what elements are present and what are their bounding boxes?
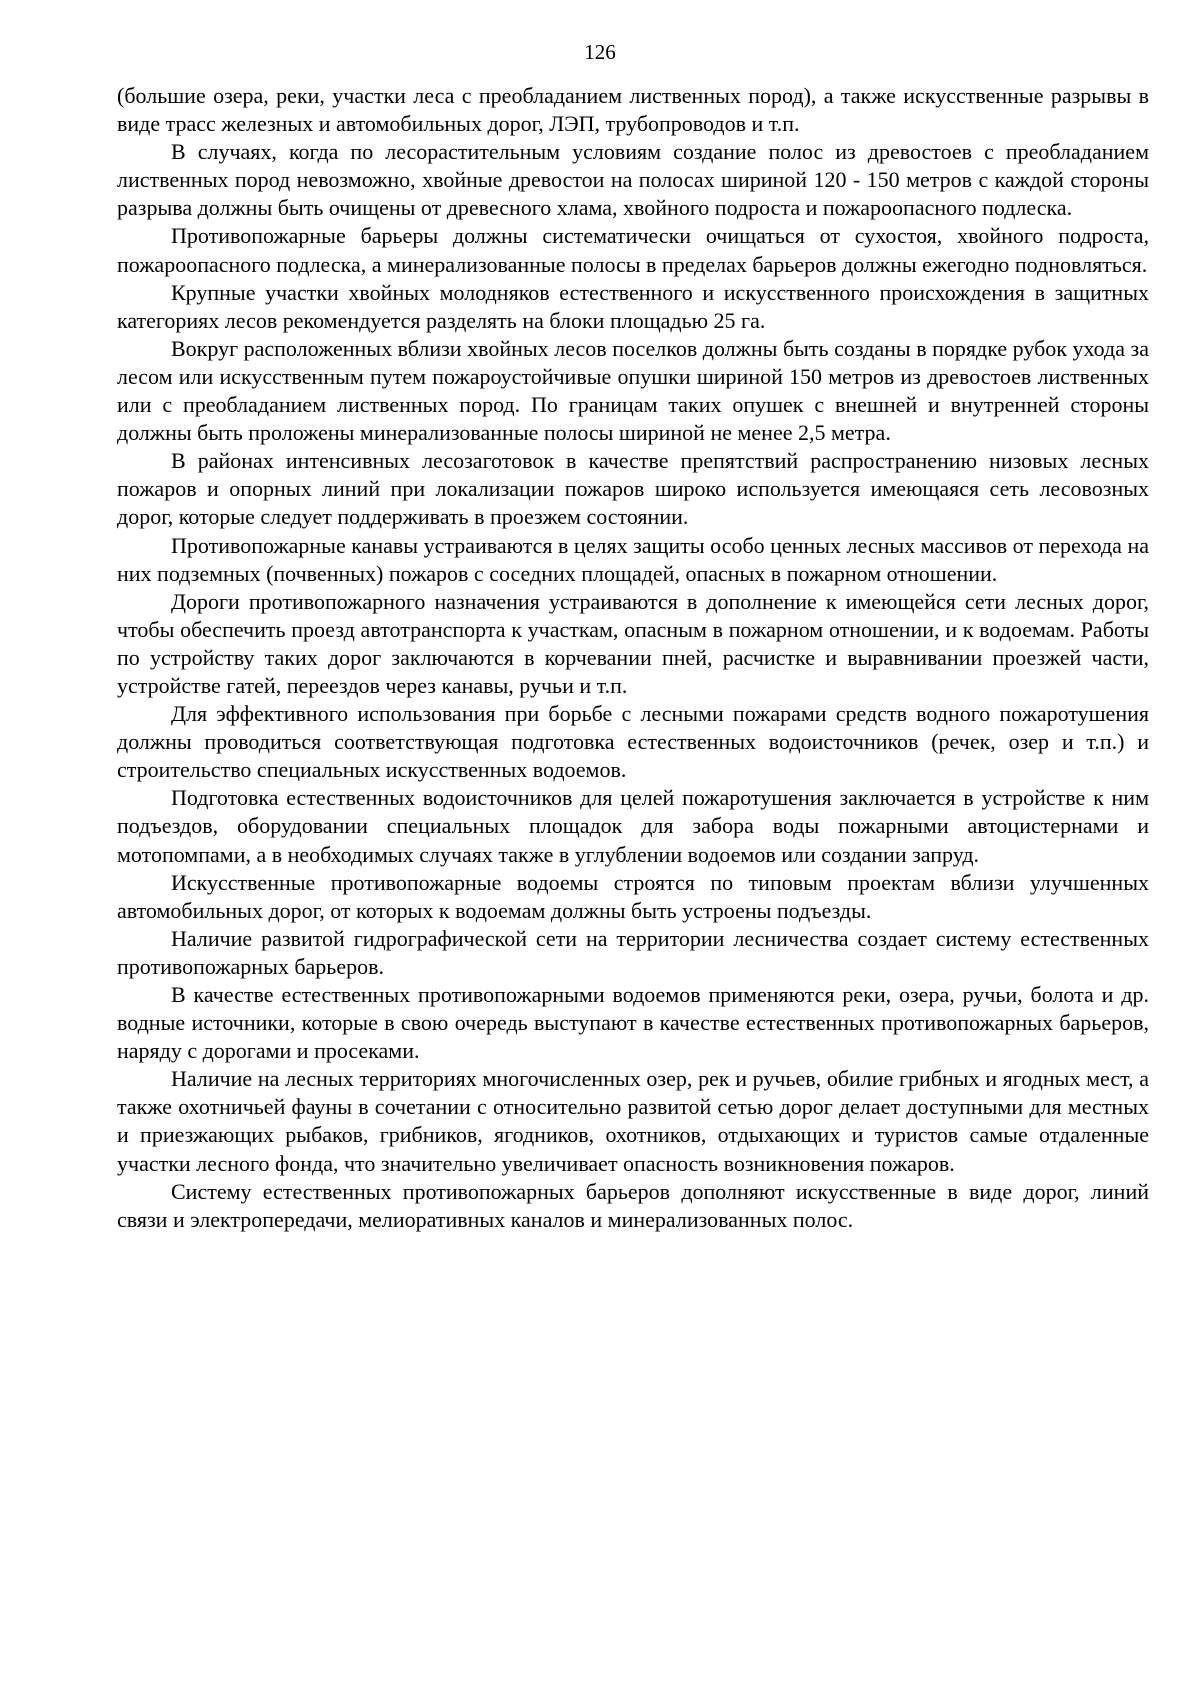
page-number: 126 [584,40,616,64]
paragraph: Наличие развитой гидрографической сети на территории лесничества создает систему естественных противопожарных барьеров. [117,925,1149,979]
paragraph: Систему естественных противопожарных барьеров дополняют искусственные в виде дорог, линий связи и электропередачи, мелиоративных каналов и минерализованных полос. [117,1178,1149,1232]
paragraph: Наличие на лесных территориях многочисленных озер, рек и ручьев, обилие грибных и ягодных мест, а также охотничьей фауны в сочетании с относительно развитой сетью дорог делает доступными для местных и приезжающих рыбаков, грибников, ягодников, охотников, отдыхающих и туристов самые отдаленные участки лесного фонда, что значительно увеличивает опасность возникновения пожаров. [117,1066,1149,1176]
paragraph: Дороги противопожарного назначения устраиваются в дополнение к имеющейся сети лесных дорог, чтобы обеспечить проезд автотранспорта к участкам, опасным в пожарном отношении, и к водоемам. Работы по устройству таких дорог заключаются в корчевании пней, расчистке и выравнивании проезжей части, устройстве гатей, переездов через канавы, ручьи и т.п. [117,588,1149,698]
paragraph: Для эффективного использования при борьбе с лесными пожарами средств водного пожаротушения должны проводиться соответствующая подготовка естественных водоисточников (речек, озер и т.п.) и строительство специальных искусственных водоемов. [117,701,1149,783]
paragraph-continuation: (большие озера, реки, участки леса с преобладанием лиственных пород), а также искусственные разрывы в виде трасс железных и автомобильных дорог, ЛЭП, трубопроводов и т.п. [117,83,1149,137]
paragraph: Крупные участки хвойных молодняков естественного и искусственного происхождения в защитных категориях лесов рекомендуется разделять на блоки площадью 25 га. [117,279,1149,333]
paragraph: В качестве естественных противопожарными водоемов применяются реки, озера, ручьи, болота и др. водные источники, которые в свою очередь выступают в качестве естественных противопожарных барьеров, наряду с дорогами и просеками. [117,982,1149,1064]
paragraph: Подготовка естественных водоисточников для целей пожаротушения заключается в устройстве к ним подъездов, оборудовании специальных площадок для забора воды пожарными автоцистернами и мотопомпами, а в необходимых случаях также в углублении водоемов или создании запруд. [117,785,1149,867]
paragraph: В районах интенсивных лесозаготовок в качестве препятствий распространению низовых лесных пожаров и опорных линий при локализации пожаров широко используется имеющаяся сеть лесовозных дорог, которые следует поддерживать в проезжем состоянии. [117,448,1149,530]
document-body [117,82,1149,1234]
paragraph: Искусственные противопожарные водоемы строятся по типовым проектам вблизи улучшенных автомобильных дорог, от которых к водоемам должны быть устроены подъезды. [117,869,1149,923]
paragraph: Вокруг расположенных вблизи хвойных лесов поселков должны быть созданы в порядке рубок ухода за лесом или искусственным путем пожароустойчивые опушки шириной 150 метров из древостоев лиственных или с преобладанием лиственных пород. По границам таких опушек с внешней и внутренней стороны должны быть проложены минерализованные полосы шириной не менее 2,5 метра. [117,335,1149,446]
paragraph: Противопожарные барьеры должны систематически очищаться от сухостоя, хвойного подроста, пожароопасного подлеска, а минерализованные полосы в пределах барьеров должны ежегодно подновляться. [117,223,1149,277]
paragraph: В случаях, когда по лесорастительным условиям создание полос из древостоев с преобладанием лиственных пород невозможно, хвойные древостои на полосах шириной 120 - 150 метров с каждой стороны разрыва должны быть очищены от древесного хлама, хвойного подроста и пожароопасного подлеска. [117,139,1149,221]
paragraph: Противопожарные канавы устраиваются в целях защиты особо ценных лесных массивов от перехода на них подземных (почвенных) пожаров с соседних площадей, опасных в пожарном отношении. [117,532,1149,586]
